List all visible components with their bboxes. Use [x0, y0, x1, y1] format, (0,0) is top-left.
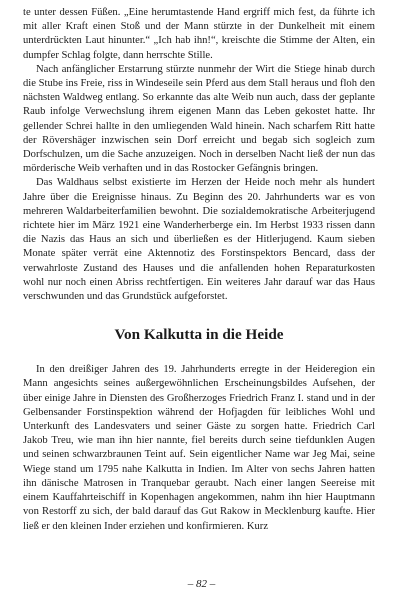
page-number: – 82 – — [187, 578, 216, 590]
body-text-section-2 — [23, 363, 375, 533]
paragraph: te unter dessen Füßen. „Eine herumtastende Hand ergriff mich fest, da führte ich mit aller Kraft einen Stoß und der Mann stürzte in der Dunkelheit mit einem unterdrückten Laut hinunter.“ „Ich hab ihn!“, kreischte die Stimme der Alten, ein dumpfer Schlag folgte, dann herrschte Stille. — [23, 7, 375, 61]
document-page — [23, 6, 375, 534]
paragraph: In den dreißiger Jahren des 19. Jahrhunderts erregte in der Heideregion ein Mann angesichts seines außergewöhnlichen Erscheinungsbildes Aufsehen, der über einige Jahre in Diensten des Großherzoges Friedrich Franz I. stand und in der Gelbensander Forstinspektion während der Hofjagden für leibliches Wohl und Unterkunft des Landesvaters und seiner Gäste zu sorgen hatte. Friedrich Carl Jakob Treu, wie man ihn hier nannte, fiel bereits durch seine tiefdunklen Augen und seinen schwarzbraunen Teint auf. Sein eigentlicher Name war Jeg Mai, seine Wiege stand um 1795 nahe Kalkutta in Indien. Im Alter von sechs Jahren hatten ihn dänische Matrosen in Tranquebar geraubt. Nach einer langen Seereise mit einem Kauffahrteischiff in Kopenhagen angekommen, nahm ihn hier Hauptmann von Restorff zu sich, der bald darauf das Gut Rakow in Mecklenburg kaufte. Hier ließ er den kleinen Inder erziehen und konfirmieren. Kurz — [23, 364, 375, 532]
paragraph: Das Waldhaus selbst existierte im Herzen der Heide noch mehr als hundert Jahre über die Ereignisse hinaus. Zu Beginn des 20. Jahrhunderts war es von mehreren Waldarbeiterfamilien bewohnt. Die sozialdemokratische Arbeiterjugend richtete hier im März 1921 eine Wanderherberge ein. Im Herbst 1933 rissen dann die Nazis das Haus an sich und überließen es der Hitlerjugend. Kaum sieben Monate später verrät eine Aktennotiz des Forstinspektors Bencard, dass der verwahrloste Zustand des Hauses und die anfallenden hohen Reparaturkosten wohl nur noch einen Abriss rechtfertigen. Ein weiteres Jahr darauf war das Haus verschwunden und das Grundstück aufgeforstet. — [23, 177, 375, 303]
body-text-section-1 — [23, 6, 375, 304]
paragraph: Nach anfänglicher Erstarrung stürzte nunmehr der Wirt die Stiege hinab durch die Stube ins Freie, riss in Windeseile sein Pferd aus dem Stall heraus und floh den nächsten Waldweg entlang. So erkannte das alte Weib nun auch, dass der geplante Raub infolge Verwechslung ihrem eigenen Mann das Leben gekostet hatte. Ihr gellender Schrei hallte in den umliegenden Wald hinein. Nach scharfem Ritt hatte der Rövershäger inzwischen sein Dorf erreicht und begab sich sogleich zum Dorfschulzen, um die Sache anzuzeigen. Noch in derselben Nacht ließ der nun das mörderische Weib verhaften und in das Rostocker Gefängnis bringen. — [23, 63, 375, 175]
section-heading: Von Kalkutta in die Heide — [114, 326, 284, 344]
